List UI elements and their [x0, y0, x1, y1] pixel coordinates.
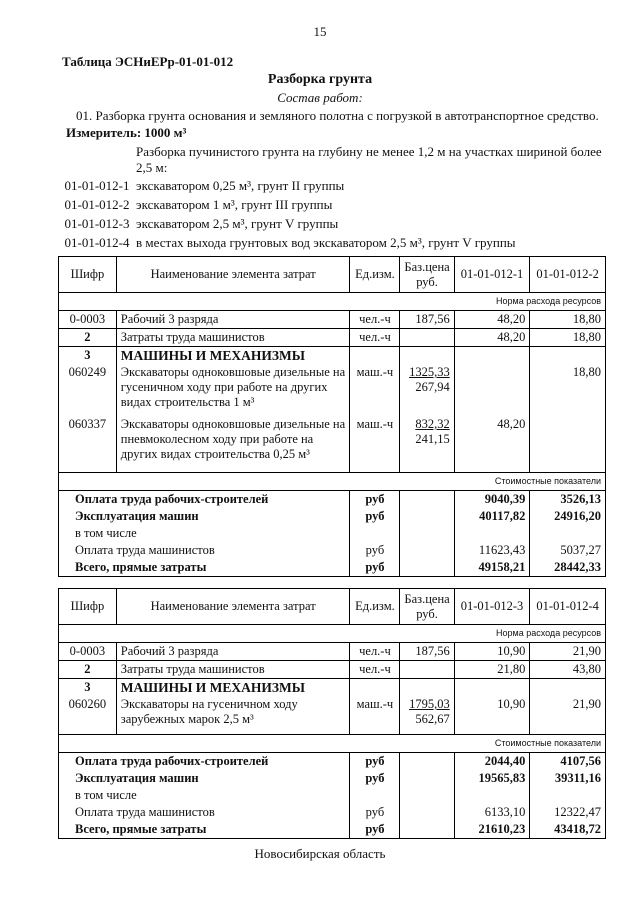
table-row	[59, 364, 606, 416]
cost-row	[59, 508, 606, 525]
code-item	[58, 195, 516, 214]
resource-table-2	[58, 588, 606, 839]
cost-row	[59, 770, 606, 787]
row-code: 3	[59, 679, 117, 697]
row-value-a: 10,90	[454, 696, 530, 734]
cost-value-a: 9040,39	[454, 490, 530, 508]
header-name: Наименование элемента затрат	[116, 257, 350, 293]
row-code: 060249	[59, 364, 117, 416]
code-text: экскаватором 2,5 м³, грунт V группы	[136, 216, 339, 231]
table-row	[59, 661, 606, 679]
cost-value-b: 39311,16	[530, 770, 606, 787]
row-value-b: 21,90	[530, 643, 606, 661]
row-value-a: 10,90	[454, 643, 530, 661]
cost-unit: руб	[350, 804, 400, 821]
cost-name: Оплата труда рабочих-строителей	[59, 752, 350, 770]
table-row	[59, 347, 606, 365]
cost-unit: руб	[350, 508, 400, 525]
cost-row	[59, 525, 606, 542]
section-subtitle: Состав работ:	[277, 90, 363, 105]
cost-unit: руб	[350, 542, 400, 559]
row-unit: чел.-ч	[350, 643, 400, 661]
condition-text: Разборка пучинистого грунта на глубину не менее 1,2 м на участках шириной более 2,5 м:	[136, 144, 602, 175]
cost-name: Оплата труда машинистов	[59, 804, 350, 821]
row-value-a: 48,20	[454, 329, 530, 347]
cost-name: в том числе	[59, 525, 350, 542]
header-unit: Ед.изм.	[350, 257, 400, 293]
code-item	[58, 176, 516, 195]
cost-unit: руб	[350, 821, 400, 839]
row-name: Затраты труда машинистов	[116, 329, 350, 347]
cost-row	[59, 490, 606, 508]
row-value-b	[530, 416, 606, 472]
cost-unit: руб	[350, 490, 400, 508]
row-unit: чел.-ч	[350, 329, 400, 347]
cost-unit: руб	[350, 559, 400, 577]
page-number: 15	[313, 24, 327, 39]
row-name: Экскаваторы одноковшовые дизельные на гусеничном ходу при работе на других видах строительства 1 м³	[116, 364, 350, 416]
cost-value-a: 21610,23	[454, 821, 530, 839]
table-row	[59, 311, 606, 329]
row-price	[400, 329, 454, 347]
cost-value-a: 40117,82	[454, 508, 530, 525]
header-price: Баз.цена руб.	[400, 257, 454, 293]
row-price	[400, 661, 454, 679]
work-description: 01. Разборка грунта основания и земляного полотна с погрузкой в автотранспортное средство.	[76, 108, 599, 123]
cost-name: Оплата труда рабочих-строителей	[59, 490, 350, 508]
cost-value-a: 11623,43	[454, 542, 530, 559]
cost-name: Эксплуатация машин	[59, 508, 350, 525]
norm-label: Норма расхода ресурсов	[59, 293, 606, 311]
cost-row	[59, 804, 606, 821]
code-item	[58, 214, 516, 233]
cost-label: Стоимостные показатели	[59, 734, 606, 752]
header-code: Шифр	[59, 257, 117, 293]
cost-value-b: 24916,20	[530, 508, 606, 525]
row-code: 3	[59, 347, 117, 365]
cost-value-b: 4107,56	[530, 752, 606, 770]
row-name: МАШИНЫ И МЕХАНИЗМЫ	[116, 347, 350, 365]
cost-unit: руб	[350, 752, 400, 770]
cost-name: Всего, прямые затраты	[59, 559, 350, 577]
cost-unit: руб	[350, 770, 400, 787]
cost-value-b: 12322,47	[530, 804, 606, 821]
code-id: 01-01-012-3	[64, 216, 130, 231]
cost-row	[59, 787, 606, 804]
row-unit: чел.-ч	[350, 311, 400, 329]
cost-value-b: 43418,72	[530, 821, 606, 839]
cost-row	[59, 752, 606, 770]
header-code: Шифр	[59, 589, 117, 625]
cost-name: в том числе	[59, 787, 350, 804]
row-code: 2	[59, 661, 117, 679]
cost-value-a: 19565,83	[454, 770, 530, 787]
code-list	[58, 176, 516, 252]
row-price: 1795,03 562,67	[400, 696, 454, 734]
row-name: Экскаваторы одноковшовые дизельные на пневмоколесном ходу при работе на других видах строительства 0,25 м³	[116, 416, 350, 472]
cost-value-b: 28442,33	[530, 559, 606, 577]
row-name: Рабочий 3 разряда	[116, 311, 350, 329]
cost-value-a: 6133,10	[454, 804, 530, 821]
row-price: 187,56	[400, 643, 454, 661]
code-item	[58, 233, 516, 252]
cost-value-a: 2044,40	[454, 752, 530, 770]
cost-value-a: 49158,21	[454, 559, 530, 577]
header-col-b: 01-01-012-2	[530, 257, 606, 293]
measurement-unit: Измеритель: 1000 м³	[66, 125, 187, 140]
row-value-b: 18,80	[530, 329, 606, 347]
row-value-a: 21,80	[454, 661, 530, 679]
table-row	[59, 696, 606, 734]
header-col-a: 01-01-012-3	[454, 589, 530, 625]
cost-name: Эксплуатация машин	[59, 770, 350, 787]
row-name: Затраты труда машинистов	[116, 661, 350, 679]
cost-row	[59, 821, 606, 839]
row-value-b: 21,90	[530, 696, 606, 734]
cost-value-b: 3526,13	[530, 490, 606, 508]
header-price: Баз.цена руб.	[400, 589, 454, 625]
row-unit: маш.-ч	[350, 364, 400, 416]
row-price: 187,56	[400, 311, 454, 329]
cost-label: Стоимостные показатели	[59, 472, 606, 490]
cost-row	[59, 559, 606, 577]
resource-table-1	[58, 256, 606, 577]
row-unit: маш.-ч	[350, 416, 400, 472]
cost-value-b: 5037,27	[530, 542, 606, 559]
row-code: 060260	[59, 696, 117, 734]
code-text: экскаватором 1 м³, грунт III группы	[136, 197, 333, 212]
row-value-b: 43,80	[530, 661, 606, 679]
header-col-b: 01-01-012-4	[530, 589, 606, 625]
row-code: 0-0003	[59, 643, 117, 661]
row-value-b: 18,80	[530, 364, 606, 416]
cost-row	[59, 542, 606, 559]
row-price: 832,32 241,15	[400, 416, 454, 472]
table-id: Таблица ЭСНиЕРр-01-01-012	[62, 54, 234, 69]
row-name: Экскаваторы на гусеничном ходу зарубежных марок 2,5 м³	[116, 696, 350, 734]
row-price: 1325,33 267,94	[400, 364, 454, 416]
table-row	[59, 643, 606, 661]
row-unit: маш.-ч	[350, 696, 400, 734]
row-name: МАШИНЫ И МЕХАНИЗМЫ	[116, 679, 350, 697]
row-value-a: 48,20	[454, 311, 530, 329]
code-id: 01-01-012-4	[64, 235, 130, 250]
table-row	[59, 329, 606, 347]
cost-name: Оплата труда машинистов	[59, 542, 350, 559]
footer-region: Новосибирская область	[254, 846, 386, 861]
row-value-b: 18,80	[530, 311, 606, 329]
cost-name: Всего, прямые затраты	[59, 821, 350, 839]
row-name: Рабочий 3 разряда	[116, 643, 350, 661]
header-unit: Ед.изм.	[350, 589, 400, 625]
code-id: 01-01-012-2	[64, 197, 130, 212]
header-name: Наименование элемента затрат	[116, 589, 350, 625]
row-value-a: 48,20	[454, 416, 530, 472]
code-text: в местах выхода грунтовых вод экскаватором 2,5 м³, грунт V группы	[136, 235, 516, 250]
row-unit: чел.-ч	[350, 661, 400, 679]
row-value-a	[454, 364, 530, 416]
row-code: 060337	[59, 416, 117, 472]
section-title: Разборка грунта	[267, 72, 373, 87]
table-row	[59, 416, 606, 472]
row-code: 0-0003	[59, 311, 117, 329]
code-id: 01-01-012-1	[64, 178, 130, 193]
code-text: экскаватором 0,25 м³, грунт II группы	[136, 178, 345, 193]
table-row	[59, 679, 606, 697]
row-code: 2	[59, 329, 117, 347]
norm-label: Норма расхода ресурсов	[59, 625, 606, 643]
header-col-a: 01-01-012-1	[454, 257, 530, 293]
